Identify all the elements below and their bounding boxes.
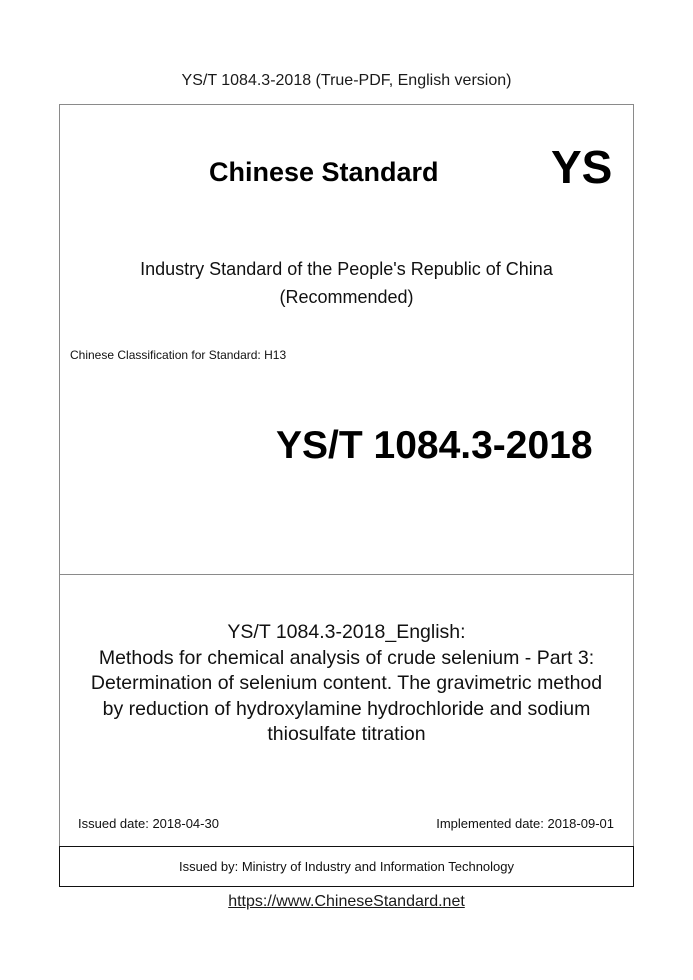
- cover-frame: [59, 104, 634, 887]
- section-divider: [59, 574, 634, 575]
- document-title-line: Determination of selenium content. The gravimetric method: [90, 672, 603, 694]
- standard-number: YS/T 1084.3-2018: [276, 424, 593, 467]
- recommended-line: (Recommended): [279, 287, 414, 307]
- document-title-line: by reduction of hydroxylamine hydrochloride and sodium: [102, 697, 591, 720]
- brand-code: YS: [551, 141, 613, 193]
- issued-by-text: Issued by: Ministry of Industry and Information Technology: [178, 859, 515, 874]
- classification-label: Chinese Classification for Standard: H13: [70, 348, 287, 362]
- issued-by-box: [59, 846, 634, 887]
- brand-title: Chinese Standard: [209, 157, 439, 187]
- document-title-line: YS/T 1084.3-2018_English:: [227, 621, 466, 643]
- implemented-date: Implemented date: 2018-09-01: [436, 816, 614, 831]
- industry-standard-line: Industry Standard of the People's Republic of China: [140, 259, 553, 279]
- issued-date: Issued date: 2018-04-30: [78, 816, 219, 831]
- document-title-line: thiosulfate titration: [267, 723, 426, 745]
- document-title: [59, 620, 634, 748]
- document-title-line: Methods for chemical analysis of crude selenium - Part 3:: [98, 646, 595, 669]
- document-header-title: YS/T 1084.3-2018 (True-PDF, English version): [181, 72, 512, 89]
- website-link[interactable]: https://www.ChineseStandard.net: [228, 893, 465, 910]
